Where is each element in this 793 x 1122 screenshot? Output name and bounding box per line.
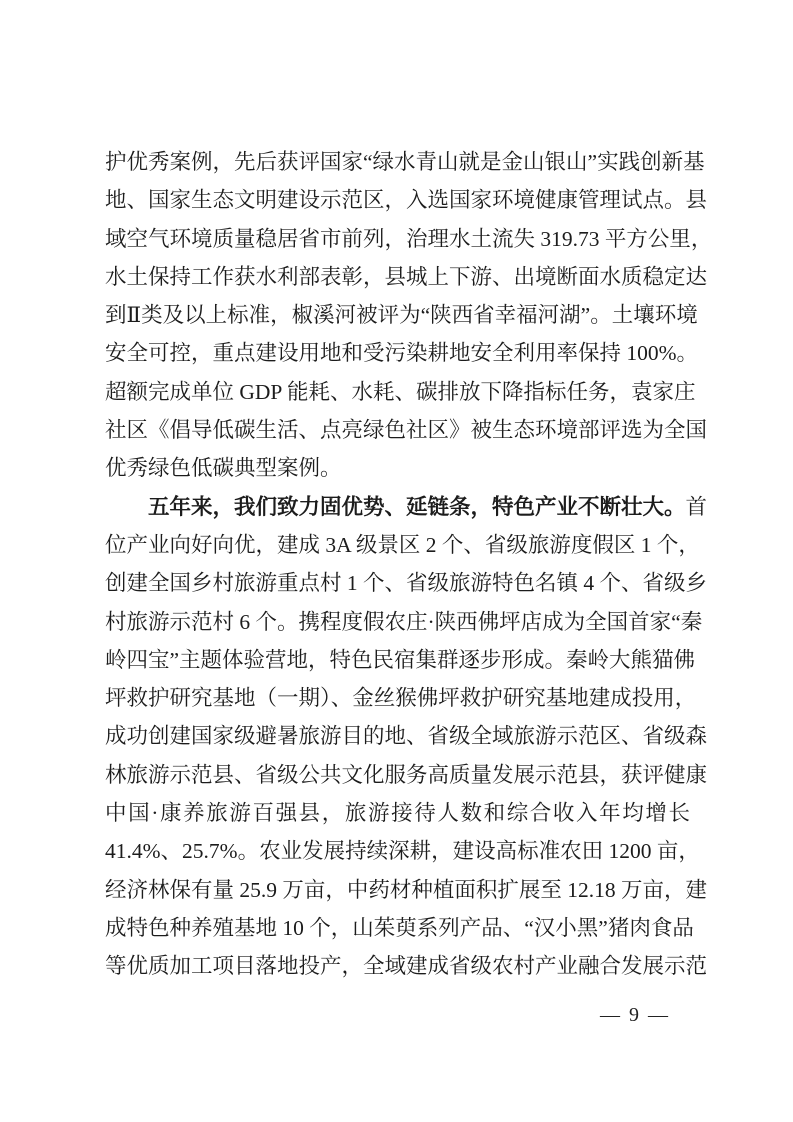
paragraph-2 [105, 488, 708, 986]
text-line: 创建全国乡村旅游重点村 1 个、省级旅游特色名镇 4 个、省级乡 [105, 571, 708, 596]
text-line: 优秀绿色低碳典型案例。 [105, 456, 342, 481]
text-line: 林旅游示范县、省级公共文化服务高质量发展示范县，获评健康 [105, 762, 708, 787]
text-line: 成功创建国家级避暑旅游目的地、省级全域旅游示范区、省级森 [105, 724, 708, 749]
paragraph-1 [105, 143, 713, 488]
text-line: 岭四宝”主题体验营地，特色民宿集群逐步形成。秦岭大熊猫佛 [105, 647, 696, 672]
text-line: 到Ⅱ类及以上标准，椒溪河被评为“陕西省幸福河湖”。土壤环境 [105, 303, 698, 328]
text-line: 地、国家生态文明建设示范区，入选国家环境健康管理试点。县 [105, 188, 708, 213]
text-line: 坪救护研究基地（一期）、金丝猴佛坪救护研究基地建成投用， [105, 686, 697, 711]
text-line: 社区《倡导低碳生活、点亮绿色社区》被生态环境部评选为全国 [105, 418, 708, 443]
paragraph-lead-rest: 首 [685, 494, 708, 519]
text-line: 经济林保有量 25.9 万亩，中药材种植面积扩展至 12.18 万亩，建 [105, 877, 708, 902]
body-text [105, 143, 713, 986]
text-line: 水土保持工作获水利部表彰，县城上下游、出境断面水质稳定达 [105, 264, 708, 289]
text-line: 中国·康养旅游百强县，旅游接待人数和综合收入年均增长 [105, 801, 690, 826]
text-line [105, 488, 708, 526]
text-line: 域空气环境质量稳居省市前列，治理水土流失 319.73 平方公里， [105, 226, 713, 251]
text-line: 41.4%、25.7%。农业发展持续深耕，建设高标准农田 1200 亩， [105, 839, 700, 864]
paragraph-lead-bold: 五年来，我们致力固优势、延链条，特色产业不断壮大。 [148, 494, 686, 519]
text-line: 护优秀案例，先后获评国家“绿水青山就是金山银山”实践创新基 [105, 150, 705, 174]
text-line: 超额完成单位 GDP 能耗、水耗、碳排放下降指标任务，袁家庄 [105, 379, 696, 404]
text-line: 成特色种养殖基地 10 个，山茱萸系列产品、“汉小黑”猪肉食品 [105, 915, 694, 940]
text-line: 村旅游示范村 6 个。携程度假农庄·陕西佛坪店成为全国首家“秦 [105, 609, 703, 634]
text-line: 等优质加工项目落地投产，全域建成省级农村产业融合发展示范 [105, 954, 708, 979]
page-number: — 9 — [600, 1004, 670, 1026]
text-line: 安全可控，重点建设用地和受污染耕地安全利用率保持 100%。 [105, 341, 699, 366]
text-line: 位产业向好向优，建成 3A 级景区 2 个、省级旅游度假区 1 个， [105, 532, 700, 557]
